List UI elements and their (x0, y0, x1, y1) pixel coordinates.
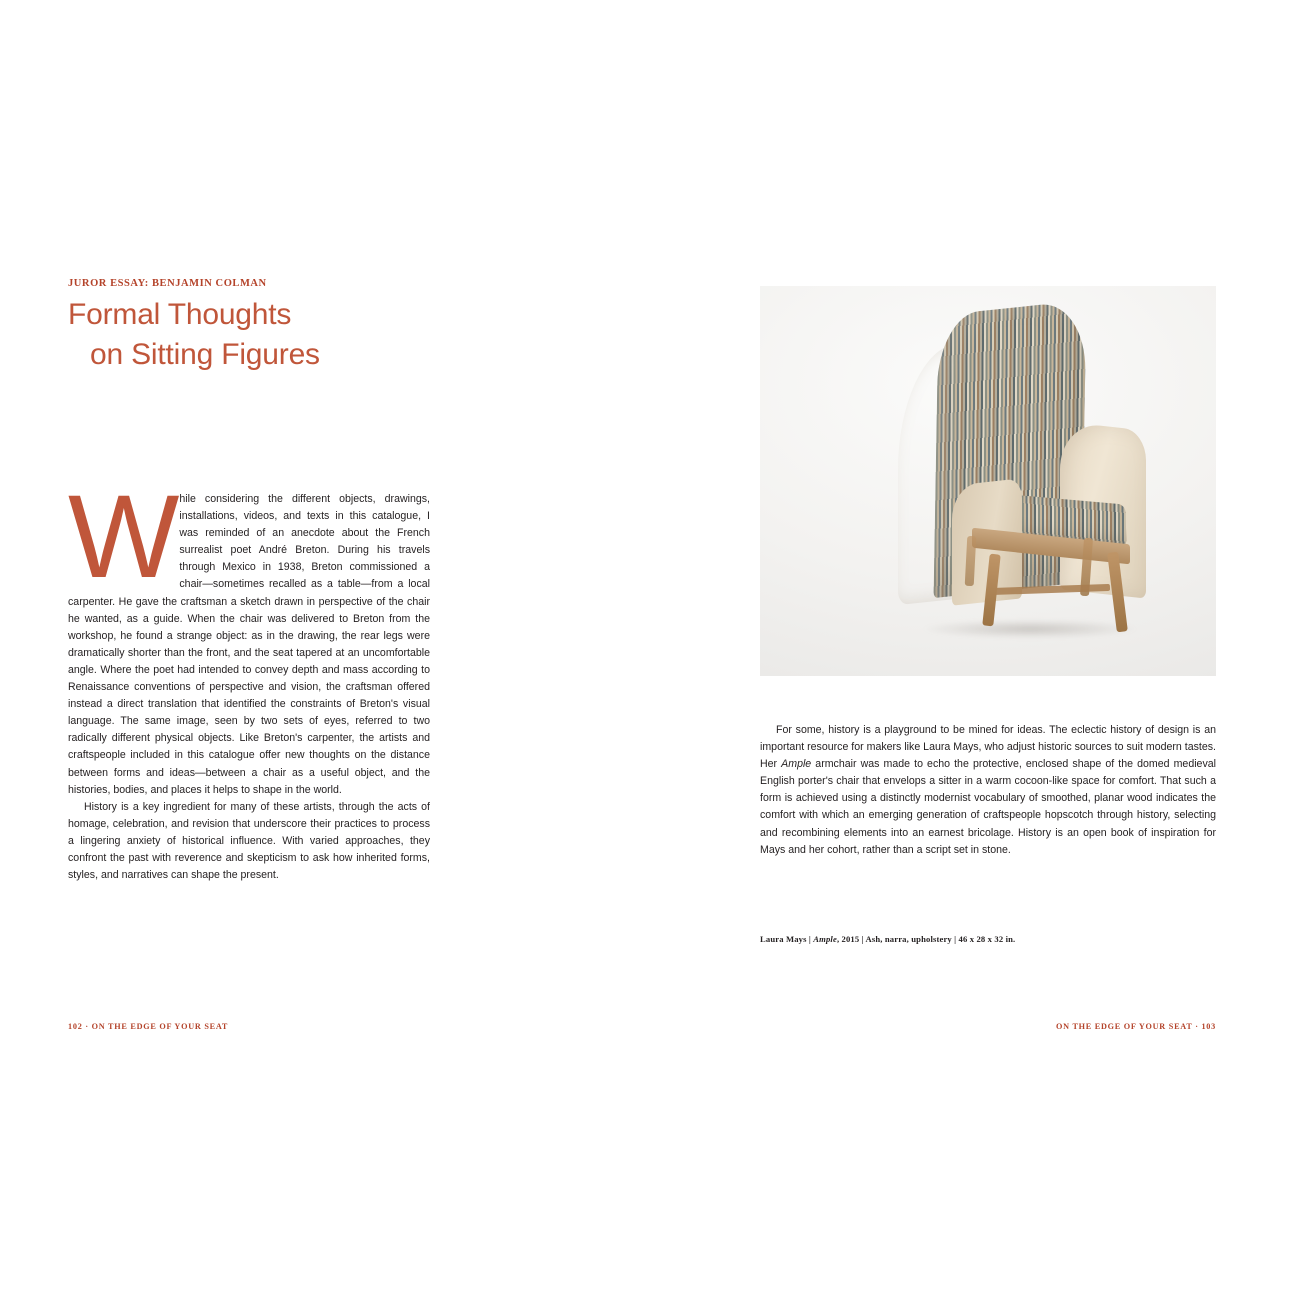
right-paragraph-1-part-2: armchair was made to echo the protective, enclosed shape of the domed medieval English porter's chair that envelops a sitter in a warm cocoon-like space for comfort. That such a form is achieved using a distinctly modernist vocabulary of smoothed, planar wood indicates the comfort with which an emerging generation of craftspeople hopscotch through history, selecting and recombining elements into an earnest bricolage. History is an open book of inspiration for Mays and her cohort, rather than a script set in stone. (760, 758, 1216, 856)
caption-part-2: , 2015 | Ash, narra, upholstery | 46 x 28 x 32 in. (836, 934, 1016, 944)
right-paragraph-1-part-1: For some, history is a playground to be mined for ideas. The eclectic history of design is an important resource for makers like Laura Mays, who adjust historic sources to suit modern tastes. Her (760, 724, 1216, 771)
chair-photograph (760, 286, 1216, 676)
caption-part-1: Laura Mays | (760, 934, 814, 944)
essay-title-line-1: Formal Thoughts (68, 298, 292, 331)
figure-caption (760, 934, 1216, 944)
body-paragraph-1-text: hile considering the different objects, drawings, installations, videos, and texts in this catalogue, I was reminded of an anecdote about the French surrealist poet André Breton. During his travels through Mexico in 1938, Breton commissioned a chair—sometimes recalled as a table—from a local carpenter. He gave the craftsman a sketch drawn in perspective of the chair he wanted, as a guide. When the chair was delivered to Breton from the workshop, he found a strange object: as in the drawing, the rear legs were dramatically shorter than the front, and the seat tapered at an uncomfortable angle. Where the poet had intended to convey depth and mass according to Renaissance conventions of perspective and vision, the craftsman offered instead a direct translation that identified the constraints of Breton's visual language. The same image, seen by two sets of eyes, referred to two radically different physical objects. Like Breton's carpenter, the artists and craftspeople included in this catalogue offer new thoughts on the distance between forms and ideas—between a chair as a useful object, and the histories, bodies, and places it helps to shape in the world. (68, 493, 430, 796)
page-title (68, 295, 440, 375)
right-page (760, 286, 1216, 944)
essay-title-line-2: on Sitting Figures (90, 337, 320, 371)
left-page (68, 278, 440, 882)
essay-eyebrow: JUROR ESSAY: BENJAMIN COLMAN (68, 278, 267, 289)
drop-cap: W (68, 471, 176, 603)
ample-armchair-illustration (760, 286, 1216, 676)
body-paragraph-2: History is a key ingredient for many of these artists, through the acts of homage, celebration, and revision that underscore their practices to process a lingering anxiety of historical influence. With varied approaches, they confront the past with reverence and skepticism to ask how inherited forms, styles, and narratives can shape the present. (68, 800, 430, 882)
folio-left: 102 · ON THE EDGE OF YOUR SEAT (68, 1022, 229, 1031)
right-paragraph-1 (760, 722, 1216, 859)
body-paragraph-1 (68, 471, 430, 799)
right-body-column (760, 722, 1216, 859)
right-paragraph-1-italic: Ample (781, 758, 812, 771)
folio-right: ON THE EDGE OF YOUR SEAT · 103 (1056, 1022, 1216, 1031)
caption-title-italic: Ample (813, 934, 837, 944)
left-body-column (68, 471, 430, 884)
